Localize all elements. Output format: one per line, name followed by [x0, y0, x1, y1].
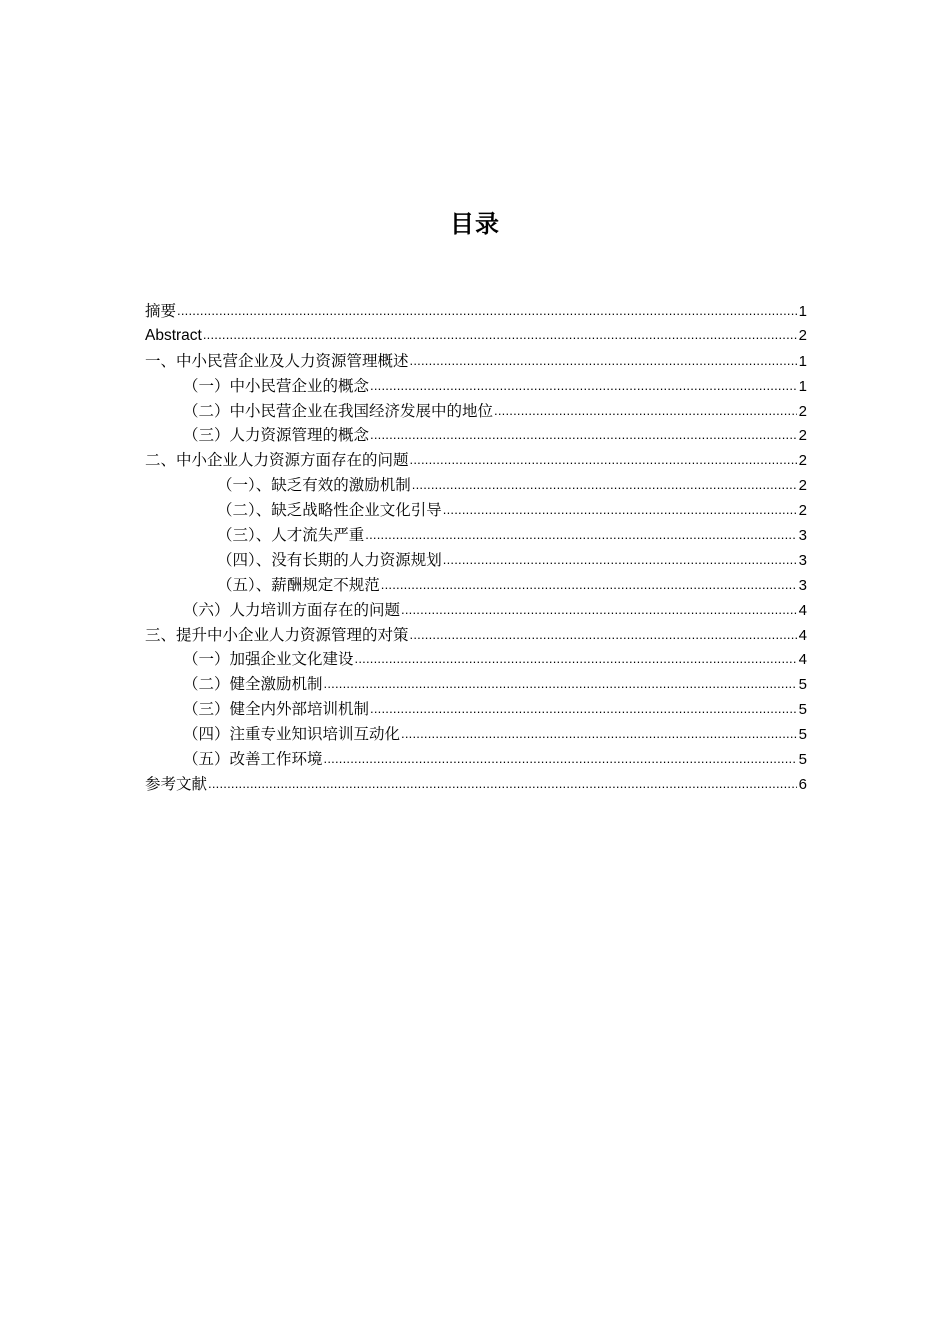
toc-title: 目录	[450, 210, 500, 238]
toc-dot-leader	[381, 573, 797, 598]
toc-entry-text: （一）、缺乏有效的激励机制	[217, 476, 411, 495]
toc-dot-leader	[494, 399, 797, 424]
toc-page-number: 4	[798, 651, 807, 669]
toc-dot-leader	[365, 523, 797, 548]
toc-dot-leader	[370, 374, 797, 399]
toc-entry-text: 摘要	[145, 302, 177, 320]
toc-page-number: 1	[798, 377, 807, 395]
toc-entry[interactable]	[145, 349, 807, 374]
toc-entry[interactable]	[145, 374, 807, 399]
toc-entry-text: （六）人力培训方面存在的问题	[183, 600, 401, 619]
toc-entry[interactable]	[145, 722, 807, 747]
toc-dot-leader	[410, 623, 797, 648]
toc-entry[interactable]	[145, 772, 807, 797]
toc-entry-text: （四）、没有长期的人力资源规划	[217, 550, 442, 569]
toc-page-number: 3	[798, 527, 807, 545]
toc-entry-text: （一）加强企业文化建设	[183, 650, 354, 669]
toc-entry-text: 参考文献	[145, 774, 208, 793]
toc-entry-text: 一、中小民营企业及人力资源管理概述	[145, 351, 409, 370]
toc-page-number: 4	[798, 601, 807, 619]
toc-entry[interactable]	[145, 672, 807, 697]
toc-entry[interactable]	[145, 747, 807, 772]
toc-entry[interactable]	[145, 399, 807, 424]
toc-entry[interactable]	[145, 548, 807, 573]
toc-entry-text: （二）、缺乏战略性企业文化引导	[217, 501, 442, 520]
toc-page-number: 6	[798, 775, 807, 793]
toc-page-number: 2	[798, 502, 807, 520]
toc-page-number: 3	[798, 551, 807, 569]
toc-page-number: 2	[798, 402, 807, 420]
table-of-contents	[145, 299, 807, 797]
toc-dot-leader	[401, 598, 797, 623]
toc-entry-text: Abstract	[145, 326, 202, 344]
toc-entry-text: 三、提升中小企业人力资源管理的对策	[145, 625, 409, 644]
toc-entry-text: （五）、薪酬规定不规范	[217, 575, 380, 594]
toc-page-number: 1	[798, 352, 807, 370]
toc-entry[interactable]	[145, 523, 807, 548]
toc-dot-leader	[443, 498, 797, 523]
toc-dot-leader	[324, 672, 797, 697]
toc-entry[interactable]	[145, 573, 807, 598]
toc-page-number: 1	[798, 303, 807, 320]
toc-entry-text: （二）中小民营企业在我国经济发展中的地位	[183, 401, 494, 420]
toc-dot-leader	[177, 299, 797, 324]
toc-entry[interactable]	[145, 448, 807, 473]
toc-entry[interactable]	[145, 647, 807, 672]
toc-dot-leader	[370, 423, 797, 448]
toc-page-number: 2	[798, 477, 807, 495]
toc-entry[interactable]	[145, 697, 807, 722]
toc-dot-leader	[208, 772, 797, 797]
toc-dot-leader	[324, 747, 797, 772]
toc-dot-leader	[203, 323, 797, 348]
toc-entry[interactable]	[145, 423, 807, 448]
toc-page-number: 5	[798, 701, 807, 719]
toc-dot-leader	[412, 473, 797, 498]
toc-page-number: 2	[798, 427, 807, 445]
toc-entry[interactable]	[145, 324, 807, 349]
toc-page-number: 2	[798, 452, 807, 470]
toc-entry[interactable]	[145, 498, 807, 523]
toc-page-number: 5	[798, 726, 807, 744]
toc-page-number: 5	[798, 676, 807, 694]
toc-dot-leader	[355, 647, 797, 672]
toc-entry[interactable]	[145, 473, 807, 498]
toc-entry-text: 二、中小企业人力资源方面存在的问题	[145, 451, 409, 470]
toc-entry-text: （一）中小民营企业的概念	[183, 376, 370, 395]
toc-page-number: 4	[798, 626, 807, 644]
toc-entry-text: （三）、人才流失严重	[217, 526, 365, 545]
toc-entry[interactable]	[145, 598, 807, 623]
toc-entry[interactable]	[145, 623, 807, 648]
toc-dot-leader	[370, 697, 797, 722]
toc-entry-text: （二）健全激励机制	[183, 675, 323, 694]
toc-entry-text: （四）注重专业知识培训互动化	[183, 725, 401, 744]
toc-dot-leader	[443, 548, 797, 573]
toc-entry-text: （三）人力资源管理的概念	[183, 426, 370, 445]
toc-dot-leader	[401, 722, 797, 747]
toc-dot-leader	[410, 448, 797, 473]
toc-entry-text: （五）改善工作环境	[183, 750, 323, 769]
toc-page-number: 2	[798, 326, 807, 344]
toc-page-number: 3	[798, 576, 807, 594]
toc-entry-text: （三）健全内外部培训机制	[183, 700, 370, 719]
toc-dot-leader	[410, 349, 797, 374]
toc-page-number: 5	[798, 751, 807, 769]
toc-entry[interactable]	[145, 299, 807, 324]
